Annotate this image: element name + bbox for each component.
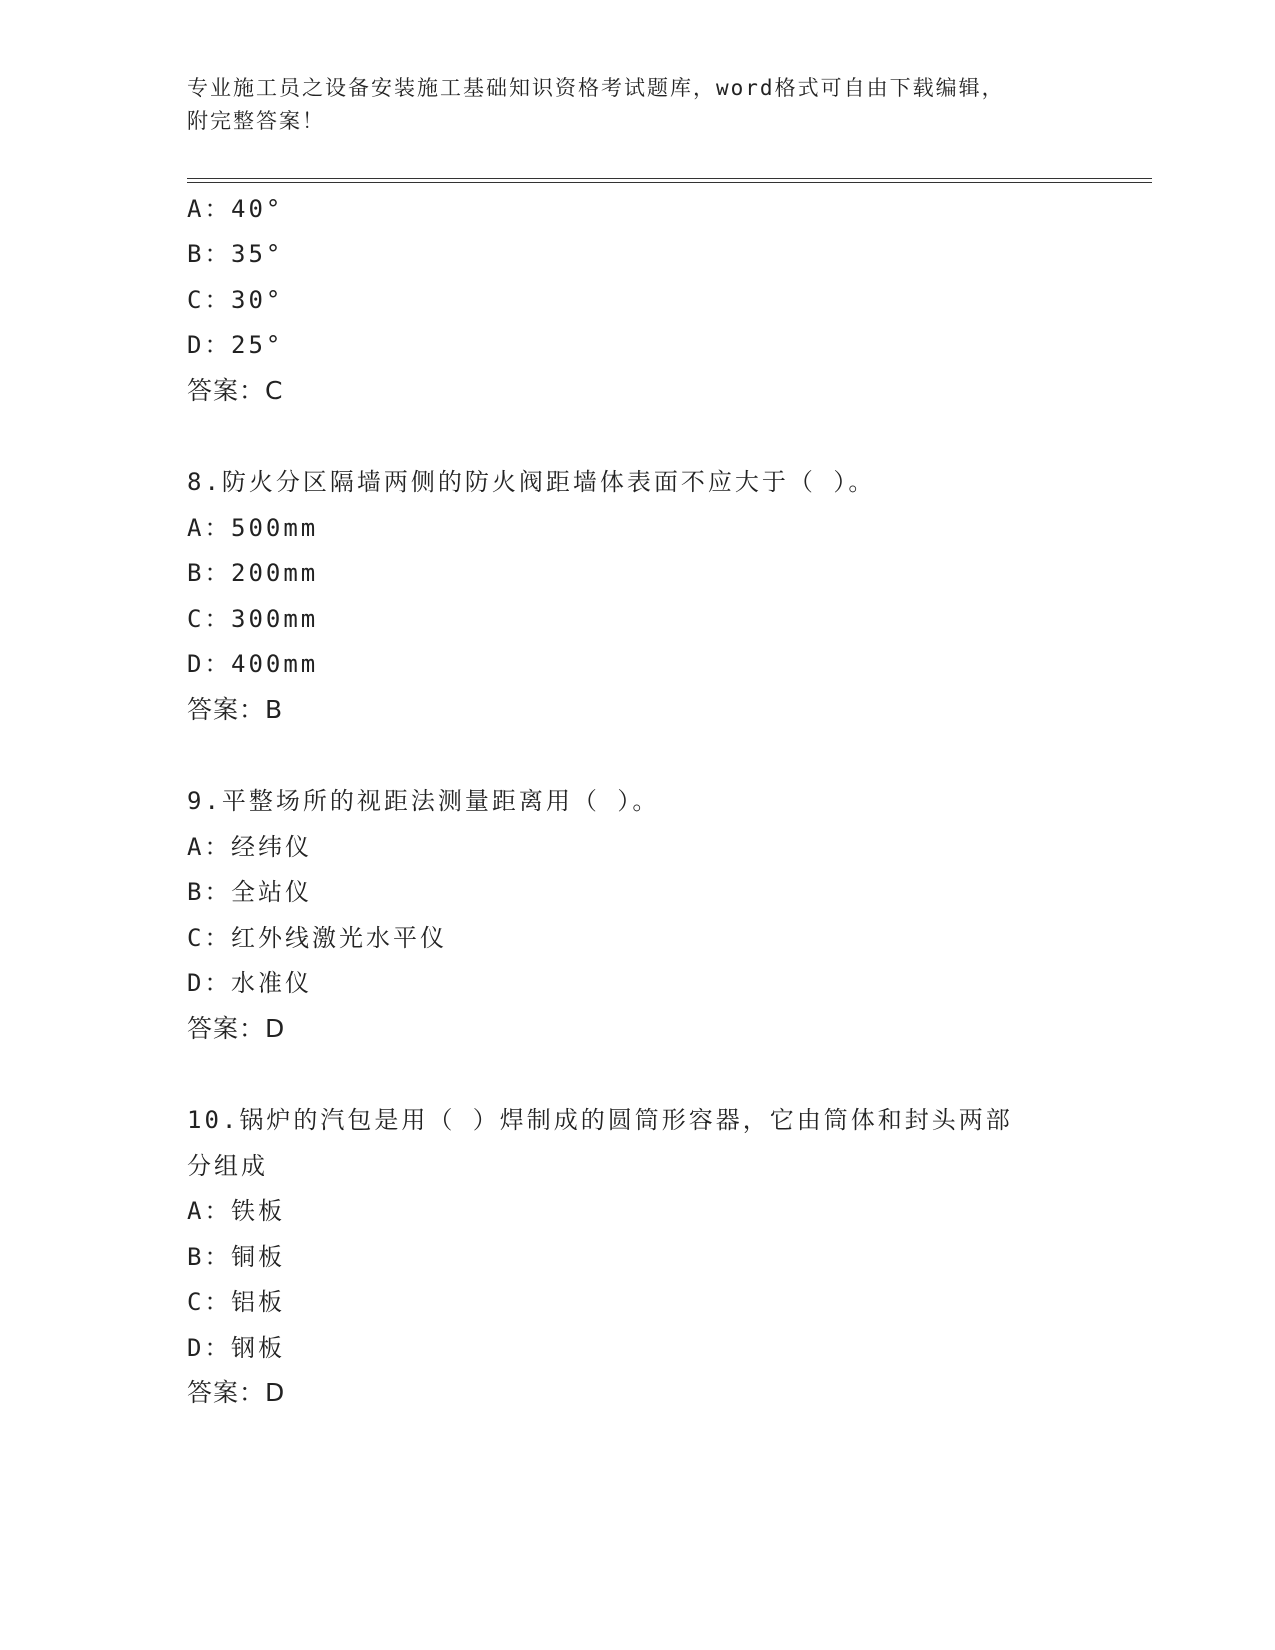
option-text: 35°	[231, 240, 284, 268]
q8-option-d	[187, 649, 318, 679]
option-key: A：	[187, 514, 232, 542]
option-text: 40°	[231, 195, 284, 223]
document-header	[187, 72, 1087, 138]
option-text: 铝板	[231, 1288, 285, 1316]
q9-stem: 9.平整场所的视距法测量距离用（ ）。	[187, 787, 660, 815]
option-text: 水准仪	[231, 969, 312, 997]
option-text: 300mm	[231, 605, 319, 633]
q8-option-a	[187, 513, 318, 543]
q8-option-c	[187, 604, 318, 634]
q9-option-b	[187, 877, 312, 907]
option-text: 钢板	[231, 1334, 285, 1362]
option-key: A：	[187, 833, 232, 861]
header-divider-top	[187, 178, 1152, 179]
option-key: B：	[187, 240, 232, 268]
option-key: D：	[187, 331, 232, 359]
option-text: 500mm	[231, 514, 319, 542]
option-key: D：	[187, 1334, 232, 1362]
option-text: 铁板	[231, 1197, 285, 1225]
q9-option-c	[187, 923, 447, 953]
option-key: C：	[187, 286, 232, 314]
q7-option-d	[187, 330, 283, 360]
q8-stem: 8.防火分区隔墙两侧的防火阀距墙体表面不应大于（ ）。	[187, 468, 876, 496]
option-text: 红外线激光水平仪	[231, 924, 447, 952]
option-key: C：	[187, 1288, 232, 1316]
option-key: B：	[187, 559, 232, 587]
q9-option-d	[187, 968, 312, 998]
q10-option-c	[187, 1287, 285, 1317]
q10-option-b	[187, 1242, 285, 1272]
header-divider-bottom	[187, 182, 1152, 183]
q10-option-a	[187, 1196, 285, 1226]
header-line-2: 附完整答案！	[187, 109, 325, 133]
option-text: 400mm	[231, 650, 319, 678]
option-key: B：	[187, 1243, 232, 1271]
option-key: B：	[187, 878, 232, 906]
option-text: 25°	[231, 331, 284, 359]
option-text: 铜板	[231, 1243, 285, 1271]
q9-answer: 答案：D	[187, 1014, 286, 1043]
q9-option-a	[187, 832, 312, 862]
q7-option-a	[187, 194, 283, 224]
q7-option-b	[187, 239, 283, 269]
option-key: D：	[187, 650, 232, 678]
option-text: 200mm	[231, 559, 319, 587]
q8-answer: 答案：B	[187, 695, 284, 724]
q10-stem-line-2: 分组成	[187, 1152, 268, 1180]
option-key: A：	[187, 195, 232, 223]
option-key: C：	[187, 924, 232, 952]
q7-answer: 答案：C	[187, 376, 284, 405]
option-text: 全站仪	[231, 878, 312, 906]
q7-option-c	[187, 285, 283, 315]
q10-option-d	[187, 1333, 285, 1363]
option-key: D：	[187, 969, 232, 997]
option-text: 经纬仪	[231, 833, 312, 861]
header-line-1: 专业施工员之设备安装施工基础知识资格考试题库，word格式可自由下载编辑，	[187, 76, 1005, 100]
q10-stem-line-1: 10.锅炉的汽包是用（ ）焊制成的圆筒形容器，它由筒体和封头两部	[187, 1106, 1013, 1134]
option-text: 30°	[231, 286, 284, 314]
option-key: A：	[187, 1197, 232, 1225]
q8-option-b	[187, 558, 318, 588]
option-key: C：	[187, 605, 232, 633]
q10-answer: 答案：D	[187, 1378, 286, 1407]
